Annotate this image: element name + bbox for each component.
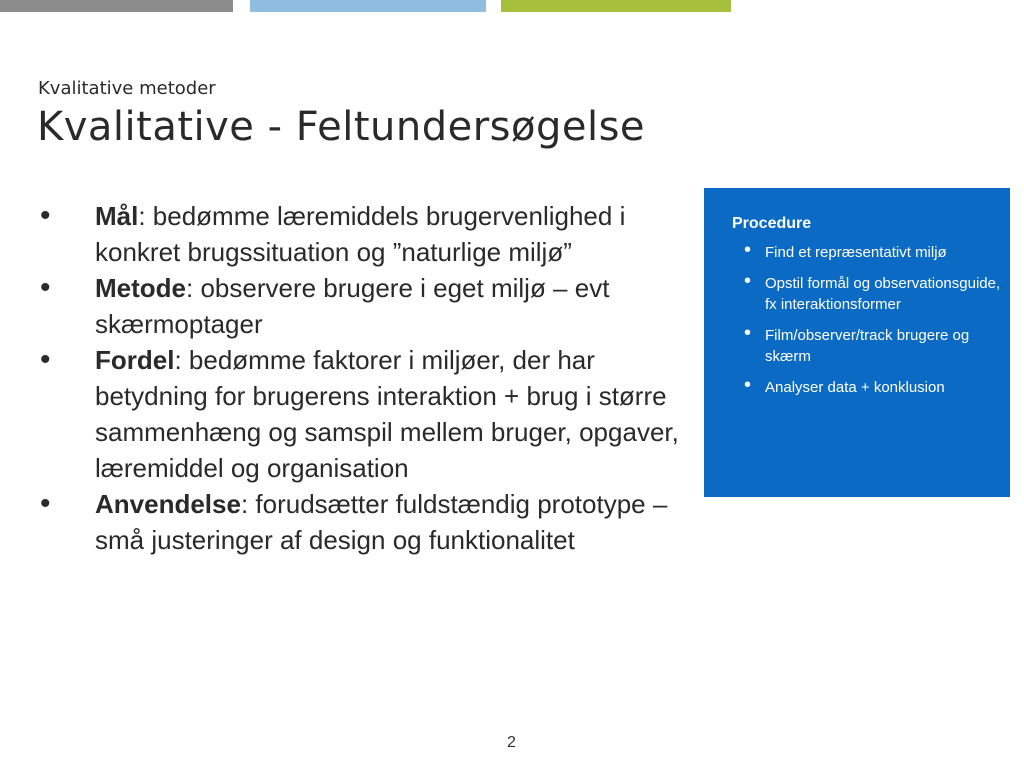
- bullet-anvendelse: [40, 486, 680, 558]
- procedure-item: [744, 269, 1006, 316]
- bullet-dot-icon: •: [40, 343, 51, 376]
- procedure-item-text: Analyser data + konklusion: [765, 378, 945, 396]
- bullet-text: : bedømme læremiddels brugervenlighed i konkret brugssituation og ”naturlige miljø”: [95, 201, 626, 267]
- procedure-title: Procedure: [732, 215, 812, 232]
- procedure-item: [744, 373, 1006, 399]
- top-accent-bar-gray: [0, 0, 233, 12]
- top-accent-bar-green: [501, 0, 731, 12]
- bullet-dot-icon: •: [40, 271, 51, 304]
- bullet-dot-icon: •: [744, 373, 752, 396]
- bullet-metode: [40, 270, 680, 342]
- procedure-item-text: Find et repræsentativt miljø: [765, 244, 947, 261]
- procedure-item-text: Opstil formål og observationsguide, fx interaktionsformer: [765, 274, 1001, 313]
- bullet-term: Anvendelse: [95, 489, 241, 519]
- procedure-item: [744, 239, 1006, 264]
- bullet-dot-icon: •: [744, 321, 752, 344]
- main-bullet-list: [40, 198, 680, 558]
- procedure-item-text: Film/observer/track brugere og skærm: [765, 326, 970, 365]
- bullet-dot-icon: •: [744, 239, 752, 261]
- bullet-dot-icon: •: [40, 199, 51, 232]
- bullet-term: Metode: [95, 273, 186, 303]
- bullet-fordel: [40, 342, 680, 486]
- bullet-maal: [40, 198, 680, 270]
- bullet-term: Mål: [95, 201, 139, 231]
- procedure-list: [744, 239, 1006, 398]
- bullet-dot-icon: •: [40, 487, 51, 520]
- bullet-text: : forudsætter fuldstændig prototype – små justeringer af design og funktionalitet: [95, 489, 668, 555]
- procedure-box: [704, 188, 1010, 497]
- page-number: 2: [507, 734, 516, 751]
- procedure-item: [744, 321, 1006, 368]
- bullet-text: : observere brugere i eget miljø – evt skærmoptager: [95, 273, 610, 339]
- slide-title: Kvalitative - Feltundersøgelse: [37, 104, 646, 150]
- bullet-text: : bedømme faktorer i miljøer, der har betydning for brugerens interaktion + brug i større sammenhæng og samspil mellem bruger, opgaver, læremiddel og organisation: [95, 345, 679, 483]
- bullet-term: Fordel: [95, 345, 175, 375]
- bullet-dot-icon: •: [744, 269, 752, 292]
- top-accent-bar-blue: [250, 0, 486, 12]
- slide-subtitle: Kvalitative metoder: [38, 78, 216, 99]
